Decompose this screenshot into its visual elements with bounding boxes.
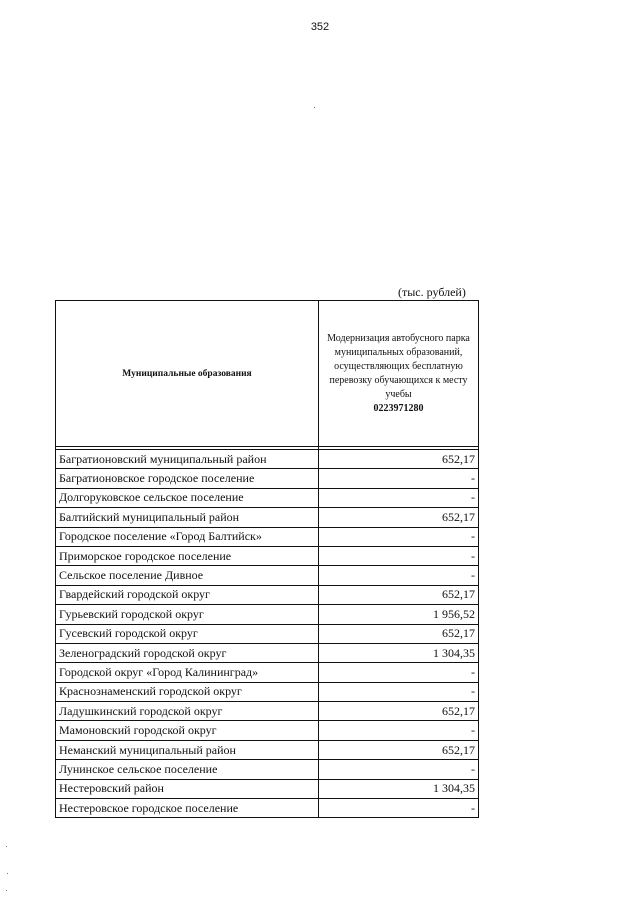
amount-value: 652,17 [319, 585, 479, 604]
table-row [56, 643, 479, 662]
amount-value: - [319, 469, 479, 488]
header-budget-code: 0223971280 [373, 402, 424, 414]
table-row [56, 663, 479, 682]
amount-value: - [319, 527, 479, 546]
municipality-name: Ладушкинский городской округ [56, 702, 319, 721]
municipality-name: Городской округ «Город Калининград» [56, 663, 319, 682]
municipality-name: Приморское городское поселение [56, 546, 319, 565]
municipality-name: Гусевский городской округ [56, 624, 319, 643]
amount-value: 652,17 [319, 702, 479, 721]
amount-value: 652,17 [319, 624, 479, 643]
municipality-name: Нестеровский район [56, 779, 319, 798]
amount-value: - [319, 546, 479, 565]
municipality-name: Городское поселение «Город Балтийск» [56, 527, 319, 546]
amount-value: - [319, 721, 479, 740]
scan-speck [314, 107, 315, 108]
municipality-name: Багратионовский муниципальный район [56, 450, 319, 469]
amount-value: 652,17 [319, 508, 479, 527]
table-row [56, 740, 479, 759]
municipality-name: Зеленоградский городской округ [56, 643, 319, 662]
table-row [56, 721, 479, 740]
table-row [56, 527, 479, 546]
amount-value: - [319, 566, 479, 585]
table-row [56, 546, 479, 565]
scan-speck [7, 873, 8, 874]
municipality-name: Лунинское сельское поселение [56, 760, 319, 779]
units-note: (тыс. рублей) [398, 285, 466, 299]
municipality-name: Краснознаменский городской округ [56, 682, 319, 701]
municipality-name: Багратионовское городское поселение [56, 469, 319, 488]
amount-value: 1 956,52 [319, 605, 479, 624]
table-row [56, 799, 479, 818]
scan-speck [6, 846, 7, 847]
amount-value: - [319, 799, 479, 818]
scan-speck [6, 890, 7, 891]
amount-value: - [319, 682, 479, 701]
amount-value: 1 304,35 [319, 779, 479, 798]
table-row [56, 760, 479, 779]
table-row [56, 779, 479, 798]
header-municipalities: Муниципальные образования [56, 301, 319, 447]
table-row [56, 469, 479, 488]
table-header-row [56, 301, 479, 447]
municipality-name: Гурьевский городской округ [56, 605, 319, 624]
municipality-name: Сельское поселение Дивное [56, 566, 319, 585]
page-number: 352 [310, 21, 330, 33]
budget-table [55, 300, 479, 818]
municipality-name: Нестеровское городское поселение [56, 799, 319, 818]
municipality-name: Гвардейский городской округ [56, 585, 319, 604]
municipality-name: Долгоруковское сельское поселение [56, 488, 319, 507]
header-modernization [319, 301, 479, 447]
amount-value: 1 304,35 [319, 643, 479, 662]
amount-value: - [319, 488, 479, 507]
amount-value: 652,17 [319, 740, 479, 759]
table-row [56, 585, 479, 604]
table-row [56, 488, 479, 507]
table-row [56, 682, 479, 701]
amount-value: - [319, 663, 479, 682]
amount-value: - [319, 760, 479, 779]
table-row [56, 605, 479, 624]
table-row [56, 450, 479, 469]
municipality-name: Мамоновский городской округ [56, 721, 319, 740]
municipality-name: Балтийский муниципальный район [56, 508, 319, 527]
table-row [56, 702, 479, 721]
header-modernization-text: Модернизация автобусного парка муниципальных образований, осуществляющих бесплатную перевозку обучающихся к месту учебы [327, 332, 470, 400]
amount-value: 652,17 [319, 450, 479, 469]
municipality-name: Неманский муниципальный район [56, 740, 319, 759]
table-row [56, 624, 479, 643]
table-row [56, 508, 479, 527]
table-row [56, 566, 479, 585]
